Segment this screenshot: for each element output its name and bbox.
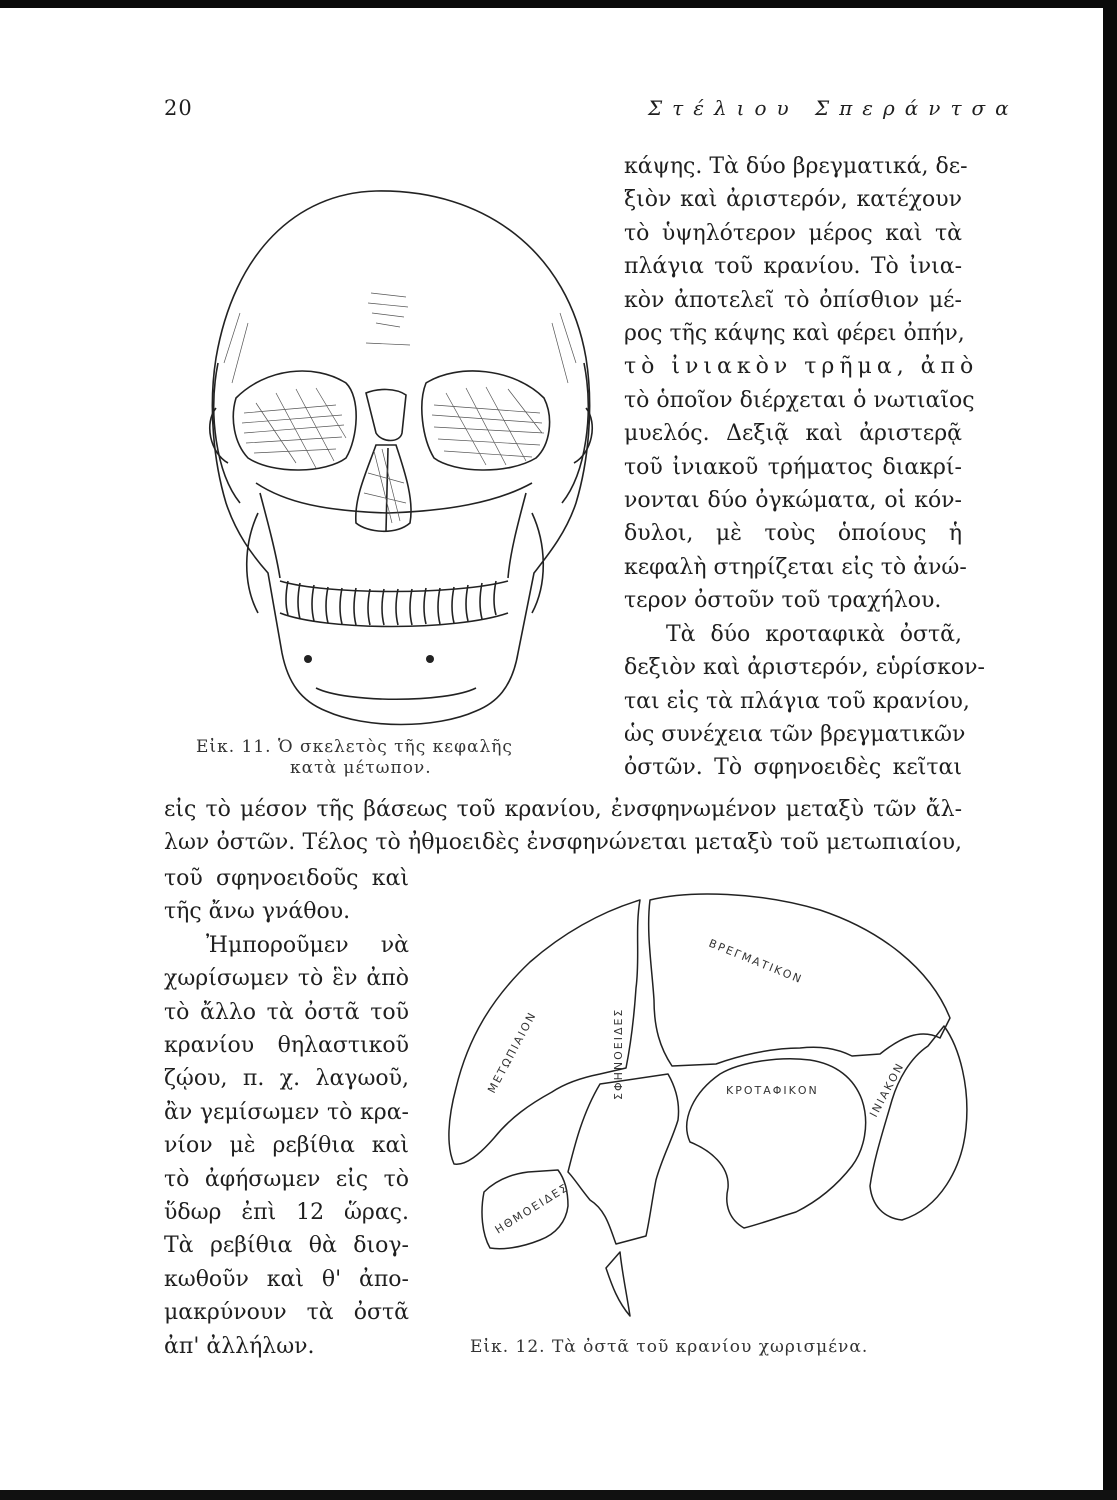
- text-line: κὸν ἀποτελεῖ τὸ ὀπίσθιον μέ-: [624, 287, 962, 313]
- text-line: μυελός. Δεξιᾷ καὶ ἀριστερᾷ: [624, 421, 962, 447]
- paragraph-start-line: Ἠμποροῦμεν νὰ: [206, 932, 409, 958]
- text-line: ρος τῆς κάψης καὶ φέρει ὀπήν,: [624, 321, 965, 347]
- text-line: ἂν γεμίσωμεν τὸ κρα-: [164, 1099, 409, 1125]
- figure-11-caption: [196, 737, 596, 779]
- text-line: δυλοι, μὲ τοὺς ὁποίους ἡ: [624, 521, 962, 547]
- scan-border-right: [1103, 0, 1117, 1500]
- text-line: κάψης. Τὰ δύο βρεγματικά, δε-: [624, 154, 968, 179]
- bone-label-bregmatikon: ΒΡΕΓΜΑΤΙΚΟΝ: [706, 936, 805, 987]
- paragraph-start-line: Τὰ δύο κροταφικὰ ὀστᾶ,: [666, 621, 962, 647]
- text-line: τὸ ἰνιακὸν τρῆμα, ἀπὸ: [624, 354, 979, 380]
- text-line: μακρύνουν τὰ ὀστᾶ: [164, 1300, 409, 1326]
- skull-illustration: [196, 183, 606, 731]
- full-width-text: [164, 793, 962, 860]
- text-line: τοῦ σφηνοειδοῦς καὶ: [164, 866, 409, 891]
- text-line: κεφαλὴ στηρίζεται εἰς τὸ ἀνώ-: [624, 554, 967, 580]
- text-line: Τὰ ρεβίθια θὰ διογ-: [164, 1233, 409, 1259]
- text-line: νονται δύο ὀγκώματα, οἱ κόν-: [624, 488, 962, 514]
- running-head: Στέλιου Σπεράντσα: [648, 96, 1019, 120]
- bone-label-metopiaion: ΜΕΤΩΠΙΑΙΟΝ: [485, 1009, 540, 1096]
- bone-label-sfinoeides: ΣΦΗΝΟΕΙΔΕΣ: [612, 1007, 625, 1100]
- text-line: δεξιὸν καὶ ἀριστερόν, εὑρίσκον-: [624, 655, 985, 681]
- text-line: τὸ ὁποῖον διέρχεται ὁ νωτιαῖος: [624, 387, 975, 413]
- figure-11-caption-line1: Εἰκ. 11. Ὁ σκελετὸς τῆς κεφαλῆς: [196, 737, 513, 757]
- bone-label-iniakon: ΙΝΙΑΚΟΝ: [867, 1060, 907, 1120]
- left-column-text: [164, 862, 409, 1363]
- text-line: πλάγια τοῦ κρανίου. Τὸ ἰνια-: [624, 254, 962, 280]
- text-line: τὸ ἀφήσωμεν εἰς τὸ: [164, 1166, 409, 1192]
- text-line: ὕδωρ ἐπὶ 12 ὥρας.: [164, 1200, 409, 1226]
- scan-border-bottom: [0, 1490, 1117, 1500]
- text-line: χωρίσωμεν τὸ ἓν ἀπὸ: [164, 966, 409, 992]
- text-line: ὡς συνέχεια τῶν βρεγματικῶν: [624, 721, 966, 747]
- text-line: κωθοῦν καὶ θ' ἀπο-: [164, 1266, 409, 1292]
- text-line: ζῴου, π. χ. λαγωοῦ,: [164, 1066, 409, 1092]
- text-line: ται εἰς τὰ πλάγια τοῦ κρανίου,: [624, 688, 970, 714]
- page-number: 20: [164, 96, 193, 120]
- text-line: τὸ ἄλλο τὰ ὀστᾶ τοῦ: [164, 999, 409, 1025]
- right-column-text: [624, 150, 985, 785]
- text-line: εἰς τὸ μέσον τῆς βάσεως τοῦ κρανίου, ἐνσφηνωμένον μεταξὺ τῶν ἄλ-: [164, 797, 962, 822]
- text-line: τὸ ὑψηλότερον μέρος καὶ τὰ: [624, 220, 962, 246]
- text-line: ἀπ' ἀλλήλων.: [164, 1333, 315, 1359]
- bone-label-krotafikon: ΚΡΟΤΑΦΙΚΟΝ: [726, 1084, 819, 1097]
- bone-label-ithmoeides: ΗΘΜΟΕΙΔΕΣ: [492, 1180, 572, 1237]
- scan-border-top: [0, 0, 1117, 8]
- text-line: τῆς ἄνω γνάθου.: [164, 899, 351, 925]
- text-line: τερον ὀστοῦν τοῦ τραχήλου.: [624, 588, 942, 614]
- text-line: νίον μὲ ρεβίθια καὶ: [164, 1133, 409, 1159]
- text-line: ὀστῶν. Τὸ σφηνοειδὲς κεῖται: [624, 755, 962, 781]
- text-line: ξιὸν καὶ ἀριστερόν, κατέχουν: [624, 187, 962, 213]
- text-line: λων ὀστῶν. Τέλος τὸ ἠθμοειδὲς ἐνσφηνώνεται μεταξὺ τοῦ μετωπιαίου,: [164, 830, 962, 856]
- text-line: κρανίου θηλαστικοῦ: [164, 1033, 409, 1059]
- separated-skull-bones-illustration: [440, 888, 980, 1328]
- figure-12-caption: Εἰκ. 12. Τὰ ὀστᾶ τοῦ κρανίου χωρισμένα.: [470, 1337, 869, 1357]
- figure-11-caption-line2: κατὰ μέτωπον.: [290, 758, 432, 778]
- text-line: τοῦ ἰνιακοῦ τρήματος διακρί-: [624, 454, 962, 480]
